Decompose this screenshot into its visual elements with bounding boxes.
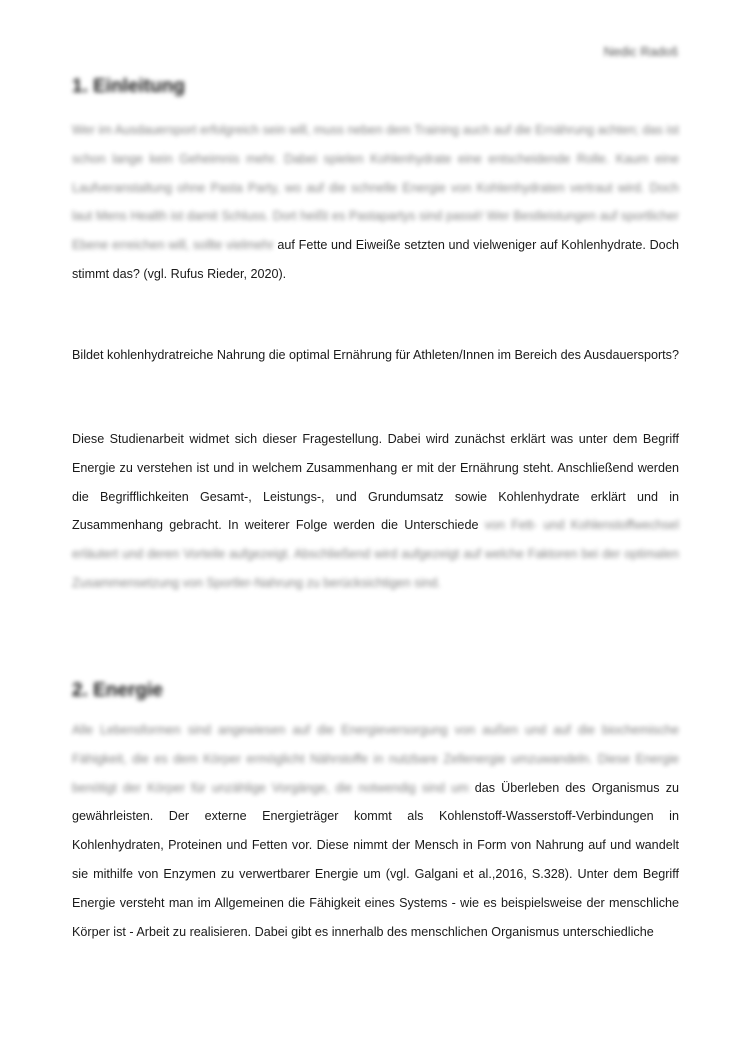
intro-paragraph — [72, 116, 679, 289]
outline-visible-text: Diese Studienarbeit widmet sich dieser Fragestellung. Dabei wird zunächst erklärt was unter dem Begriff Energie zu verstehen ist und in welchem Zusammenhang er mit der Ernährung steht. Anschließend werden die Begrifflichkeiten Gesamt-, Leistungs-, und Grundumsatz sowie Kohlenhydrate erklärt und in Zusammenhang gebracht. In weiterer Folge werden die Unterschiede — [72, 432, 679, 533]
outline-paragraph — [72, 425, 679, 598]
section-heading-energie: 2. Energie — [72, 680, 163, 701]
outline-blurred-text: von Fett- und Kohlenstoffwechsel erläutert und deren Vorteile aufgezeigt. Abschließend wird aufgezeigt auf welche Faktoren bei der optimalen Zusammensetzung von Sportler-Nahrung zu berücksichtigen sind. — [72, 518, 679, 590]
energie-paragraph — [72, 716, 679, 946]
section-heading-einleitung: 1. Einleitung — [72, 76, 185, 97]
research-question: Bildet kohlenhydratreiche Nahrung die optimal Ernährung für Athleten/Innen im Bereich des Ausdauersports? — [72, 348, 679, 362]
page-header-author: Nedic Radoš — [603, 44, 678, 59]
energie-visible-text: das Überleben des Organismus zu gewährleisten. Der externe Energieträger kommt als Kohlenstoff-Wasserstoff-Verbindungen in Kohlenhydraten, Proteinen und Fetten vor. Diese nimmt der Mensch in Form von Nahrung auf und wandelt sie mithilfe von Enzymen zu verwertbarer Energie um (vgl. Galgani et al.,2016, S.328). Unter dem Begriff Energie versteht man im Allgemeinen die Fähigkeit eines Systems - wie es beispielsweise der menschliche Körper ist - Arbeit zu realisieren. Dabei gibt es innerhalb des menschlichen Organismus unterschiedliche — [72, 780, 679, 939]
energie-blurred-text: Alle Lebensformen sind angewiesen auf die Energieversorgung von außen und auf die biochemische Fähigkeit, die es dem Körper ermöglicht Nährstoffe in nutzbare Zellenergie umzuwandeln. Diese Energie benötigt der Körper für unzählige Vorgänge, die notwendig sind um — [72, 723, 679, 795]
intro-visible-text: auf Fette und Eiweiße setzten und vielweniger auf Kohlenhydrate. Doch stimmt das? (vgl. Rufus Rieder, 2020). — [72, 238, 679, 281]
intro-blurred-text: Wer im Ausdauersport erfolgreich sein will, muss neben dem Training auch auf die Ernährung achten; das ist schon lange kein Geheimnis mehr. Dabei spielen Kohlenhydrate eine entscheidende Rolle. Kaum eine Laufveranstaltung ohne Pasta Party, wo auf die schnelle Energie von Kohlenhydraten vertraut wird. Doch laut Mens Health ist damit Schluss. Dort heißt es Pastapartys sind passé! Wer Bestleistungen auf sportlicher Ebene erreichen will, sollte vielmehr — [72, 123, 679, 253]
